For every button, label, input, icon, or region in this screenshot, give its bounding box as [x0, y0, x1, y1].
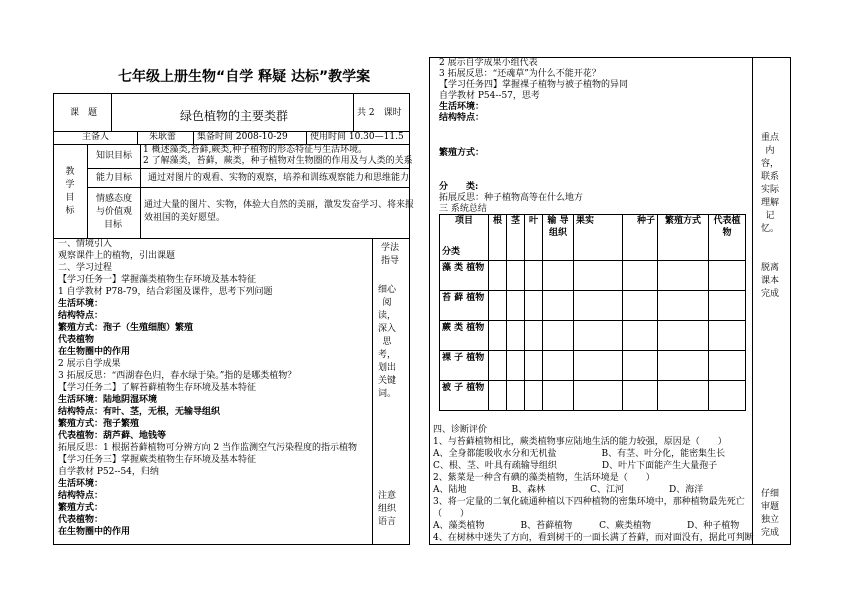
- summary-col-seed: 种子: [623, 215, 658, 261]
- emotion-goal-line-2: 效祖国的美好愿望。: [144, 213, 226, 223]
- right-top-line: 3 拓展反思：“还魂草”为什么不能开花？: [439, 69, 601, 79]
- left-body-line: 繁殖方式：孢子繁殖: [58, 419, 140, 429]
- emotion-goal-label-2: 与价值观: [96, 207, 133, 217]
- left-body-line: 3 拓展反思：“西湖春色归，春水绿于染。”指的是哪类植物？: [58, 371, 297, 381]
- left-body-line: 在生物圈中的作用: [58, 347, 131, 357]
- side-note-read-carefully: 细心阅读，深入思考，划出关键词。: [378, 285, 397, 399]
- summary-row-label: 裸 子 植物: [440, 351, 489, 381]
- side-note-organize-language: 注意组织语言: [378, 491, 397, 527]
- left-body-line: 代表植物: [58, 335, 95, 345]
- reproduction-line: 繁殖方式：: [439, 148, 485, 158]
- extend-reflect-line: 拓展反思：种子植物高等在什么地方: [439, 193, 584, 203]
- left-body-line: 繁殖方式：孢子（生殖细胞）繁殖: [58, 323, 194, 333]
- diagnosis-line: （ ）: [433, 509, 470, 519]
- goals-main-label: 教学目标: [65, 167, 75, 216]
- left-body-line: 代表植物：葫芦藓、地钱等: [58, 431, 167, 441]
- left-body-line: 结构特点：有叶、茎，无根，无输导组织: [58, 407, 221, 417]
- left-body-line: 繁殖方式：: [58, 503, 104, 513]
- ability-goal-label: 能力目标: [96, 173, 133, 183]
- diagnosis-line: 2、紫菜是一种含有碘的藻类植物，生活环境是（ ）: [433, 473, 655, 483]
- summary-corner-cell: [440, 215, 489, 261]
- summary-row-label: 藻 类 植物: [440, 261, 489, 291]
- summary-col-stem: 茎: [507, 215, 525, 261]
- summary-table: [439, 214, 746, 411]
- preparer-name: 朱耿蕾: [149, 132, 177, 142]
- left-body-line: 生活环境：陆地阴湿环境: [58, 395, 158, 405]
- summary-col-leaf: 叶: [525, 215, 543, 261]
- left-body-line: 结构特点：: [58, 311, 104, 321]
- left-body-line: 【学习任务一】掌握藻类植物生存环境及基本特征: [58, 275, 257, 285]
- diagnosis-line: 四、诊断评价: [433, 425, 488, 435]
- period-count: 共 2 课时: [357, 108, 402, 118]
- right-top-line: 结构特点：: [439, 113, 485, 123]
- left-body-line: 2 展示自学成果: [58, 359, 121, 369]
- left-body-line: 拓展反思：1 根据苔藓植物可分辨方向 2 当作监测空气污染程度的指示植物: [58, 443, 358, 453]
- prep-time: 集备时间 2008-10-29: [197, 132, 288, 142]
- diagnosis-line: 4、在树林中迷失了方向，看到树干的一面长满了苔藓，而对面没有，据此可判断: [433, 533, 754, 543]
- left-body-line: 在生物圈中的作用: [58, 527, 131, 537]
- left-body-line: 【学习任务二】了解苔藓植物生存环境及基本特征: [58, 383, 257, 393]
- classify-line: 分 类:: [439, 182, 479, 192]
- summary-header-item: 项目: [454, 216, 473, 226]
- diagnosis-line: 1、与苔藓植物相比，蕨类植物事应陆地生活的能力较强，原因是（ ）: [433, 437, 727, 447]
- left-body-line: 1 自学教材 P78-79，结合彩图及课件，思考下列问题: [58, 287, 273, 297]
- summary-col-reproduction: 繁殖方式: [658, 215, 709, 261]
- summary-col-fruit: 果实: [574, 215, 623, 261]
- side-note-no-textbook: 脱离课本完成: [761, 263, 780, 299]
- topic-label: 课 题: [70, 108, 98, 118]
- use-time: 使用时间 10.30—11.5: [310, 132, 404, 142]
- left-body-line: 生活环境：: [58, 479, 104, 489]
- summary-col-representative: 代表植物: [709, 215, 746, 261]
- ability-goal-text: 通过对图片的观看、实物的观察，培养和训练观察能力和思维能力: [148, 173, 410, 183]
- left-body-line: 【学习任务三】掌握蕨类植物生存环境及基本特征: [58, 455, 257, 465]
- emotion-goal-line-1: 通过大量的图片、实物，体验大自然的美丽，激发发奋学习、将来报: [144, 200, 415, 210]
- summary-row-label: 被 子 植物: [440, 381, 489, 411]
- right-top-line: 2 展示自学成果小组代表: [439, 58, 538, 68]
- left-body-line: 代表植物：: [58, 515, 104, 525]
- left-body-line: 一、情境引入: [58, 239, 113, 249]
- knowledge-goal-line-2: 2 了解藻类，苔藓，蕨类，种子植物对生物圈的作用及与人类的关系: [143, 156, 413, 166]
- summary-col-root: 根: [489, 215, 507, 261]
- knowledge-goal-line-1: 1 概述藻类,苔藓,蕨类,种子植物的形态特征与生活环境。: [143, 145, 368, 155]
- system-summary-heading: 三 系统总结: [439, 204, 487, 214]
- diagnosis-line: 3、将一定量的二氧化硫通种植以下四种植物的密集环境中，那种植物最先死亡: [433, 497, 745, 507]
- emotion-goal-label-3: 目标: [104, 220, 123, 230]
- diagnosis-line: A、全身都能吸收水分和无机盐 B、有茎、叶分化，能密集生长: [433, 449, 726, 459]
- emotion-goal-label-1: 情感态度: [96, 194, 133, 204]
- summary-header-class: 分类: [442, 247, 461, 257]
- summary-row-label: 苔 藓 植物: [440, 291, 489, 321]
- preparer-label: 主备人: [82, 132, 110, 142]
- right-top-line: 生活环境：: [439, 102, 485, 112]
- left-body-line: 自学教材 P52--54，归纳: [58, 467, 159, 477]
- diagnosis-line: A、藻类植物 B、苔藓植物 C、蕨类植物 D、种子植物: [433, 521, 740, 531]
- page-title: 七年级上册生物“自学 释疑 达标”教学案: [118, 69, 371, 85]
- left-body-line: 二、学习过程: [58, 263, 113, 273]
- knowledge-goal-label: 知识目标: [96, 151, 133, 161]
- left-body-line: 生活环境：: [58, 299, 104, 309]
- side-note-key-content: 重点内容，联系实际理解记忆。: [761, 133, 780, 234]
- diagnosis-line: C、根、茎、叶具有疏输导组织 D、叶片下面能产生大量孢子: [433, 461, 718, 471]
- right-top-line: 自学教材 P54--57，思考: [439, 91, 540, 101]
- right-top-line: 【学习任务四】掌握裸子植物与被子植物的异同: [439, 80, 629, 90]
- left-body-line: 观察课件上的植物，引出课题: [58, 251, 176, 261]
- left-body-line: 结构特点：: [58, 491, 104, 501]
- summary-col-conduct: 输 导组织: [543, 215, 574, 261]
- summary-row-label: 蕨 类 植物: [440, 321, 489, 351]
- diagnosis-line: A、陆地 B、森林 C、江河 D、海洋: [433, 485, 704, 495]
- side-note-careful-review: 仔细审题独立完成: [761, 489, 780, 538]
- side-note-study-method: 学法指导: [380, 243, 399, 266]
- lesson-name: 绿色植物的主要类群: [180, 109, 289, 123]
